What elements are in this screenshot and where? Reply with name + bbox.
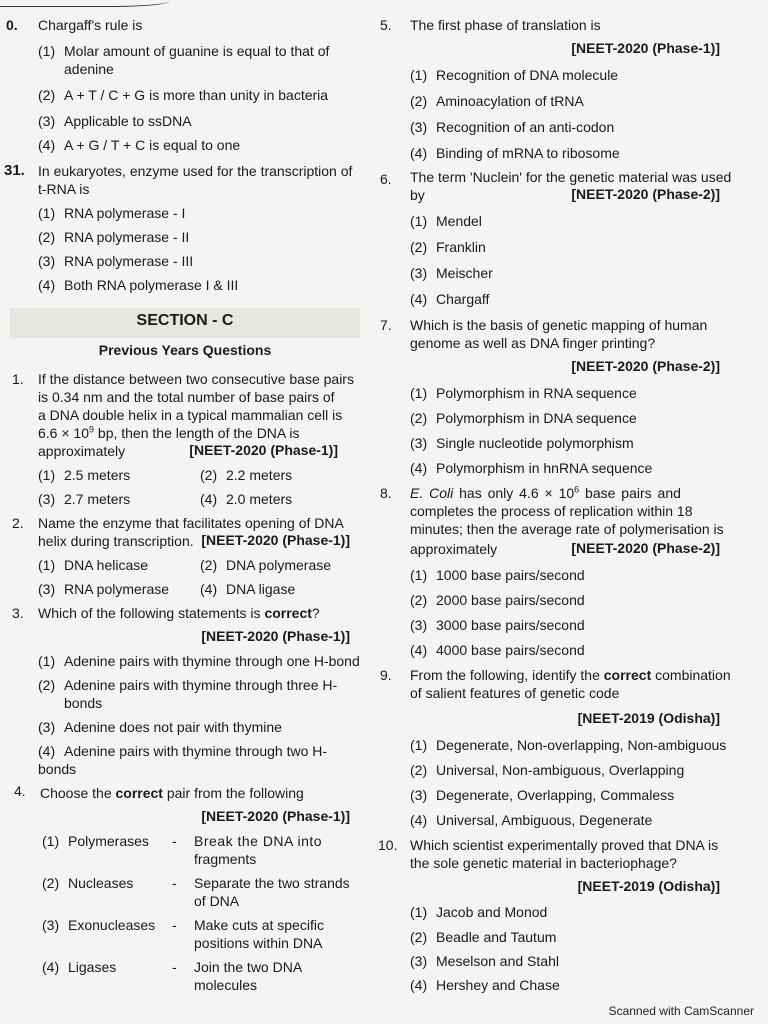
- option-number: (3): [42, 917, 60, 933]
- question-text: E. Coli has only $4.6 \times 10^6$ base pairs and: [410, 484, 681, 501]
- pair-term: Ligases: [68, 959, 117, 975]
- option-number: (4): [410, 977, 428, 993]
- pair-term: Polymerases: [68, 833, 149, 849]
- question-number: 10.: [378, 837, 398, 853]
- question-text: by: [410, 187, 425, 203]
- option-text: Universal, Non-ambiguous, Overlapping: [436, 762, 685, 778]
- question-text: a DNA double helix in a typical mammalian cell is: [38, 407, 343, 423]
- option-number: (4): [38, 137, 56, 153]
- option-number: (3): [410, 265, 428, 281]
- option-text: RNA polymerase: [64, 581, 170, 597]
- question-text: From the following, identify the correct combination: [410, 667, 731, 683]
- question-text: helix during transcription.: [38, 533, 194, 549]
- option-number: (2): [200, 557, 218, 573]
- option-number: (3): [410, 119, 428, 135]
- question-number: 6.: [380, 171, 392, 187]
- pair-description: Break the DNA into: [194, 833, 323, 849]
- option-text: Applicable to ssDNA: [64, 113, 192, 129]
- exam-tag: [NEET-2020 (Phase-1)]: [201, 628, 350, 644]
- exam-tag: [NEET-2020 (Phase-2)]: [571, 358, 720, 374]
- exam-tag: [NEET-2020 (Phase-1)]: [189, 442, 338, 458]
- option-text: 2.0 meters: [226, 491, 293, 507]
- option-number: (3): [38, 581, 56, 597]
- option-number: (4): [42, 959, 60, 975]
- option-number: (3): [410, 787, 428, 803]
- question-text: Which is the basis of genetic mapping of human: [410, 317, 708, 333]
- option-text: 4000 base pairs/second: [436, 642, 585, 658]
- question-number: 9.: [380, 667, 392, 683]
- option-text: RNA polymerase - I: [64, 205, 186, 221]
- option-text: Polymorphism in DNA sequence: [436, 410, 637, 426]
- pair-description: Separate the two strands: [194, 875, 350, 891]
- option-number: (2): [410, 929, 428, 945]
- exam-tag: [NEET-2020 (Phase-1)]: [201, 532, 350, 548]
- option-text: Recognition of an anti-codon: [436, 119, 615, 135]
- option-text: Hershey and Chase: [436, 977, 560, 993]
- option-number: (1): [410, 567, 428, 583]
- option-text: RNA polymerase - III: [64, 253, 194, 269]
- question-text: Which of the following statements is correct?: [38, 605, 320, 621]
- option-text: Jacob and Monod: [436, 904, 548, 920]
- question-number: 4.: [14, 783, 26, 799]
- option-number: (4): [200, 491, 218, 507]
- question-number: 7.: [380, 317, 392, 333]
- pair-dash: -: [172, 833, 177, 849]
- option-text: Aminoacylation of tRNA: [436, 93, 584, 109]
- option-text: Recognition of DNA molecule: [436, 67, 619, 83]
- option-text: Meselson and Stahl: [436, 953, 559, 969]
- option-number: (4): [410, 812, 428, 828]
- question-text: the sole genetic material in bacteriophage?: [410, 855, 677, 871]
- option-text: Degenerate, Overlapping, Commaless: [436, 787, 675, 803]
- option-number: (4): [410, 291, 428, 307]
- section-title: SECTION - C: [136, 312, 234, 329]
- question-number: 5.: [380, 17, 392, 33]
- section-subtitle: Previous Years Questions: [98, 342, 272, 358]
- option-text: Franklin: [436, 239, 486, 255]
- question-text: If the distance between two consecutive base pairs: [38, 371, 354, 387]
- option-text: Adenine does not pair with thymine: [64, 719, 282, 735]
- option-number: (3): [38, 253, 56, 269]
- question-number: 1.: [12, 371, 24, 387]
- option-number: (4): [410, 460, 428, 476]
- option-text: DNA polymerase: [226, 557, 332, 573]
- option-number: (1): [410, 213, 428, 229]
- option-text: 2000 base pairs/second: [436, 592, 585, 608]
- exam-tag: [NEET-2019 (Odisha)]: [577, 710, 720, 726]
- question-text: approximately: [410, 541, 498, 557]
- option-text: bonds: [64, 695, 103, 711]
- option-number: (3): [38, 491, 56, 507]
- question-text: is 0.34 nm and the total number of base pairs of: [38, 389, 335, 405]
- question-text: genome as well as DNA finger printing?: [410, 335, 656, 351]
- pair-description: of DNA: [194, 893, 240, 909]
- option-number: (4): [38, 743, 56, 759]
- option-text: 3000 base pairs/second: [436, 617, 585, 633]
- exam-tag: [NEET-2020 (Phase-2)]: [571, 186, 720, 202]
- option-text: adenine: [64, 61, 114, 77]
- option-number: (1): [38, 557, 56, 573]
- option-number: (3): [38, 719, 56, 735]
- option-number: (2): [410, 410, 428, 426]
- option-text: Polymorphism in RNA sequence: [436, 385, 637, 401]
- option-number: (3): [410, 953, 428, 969]
- option-number: (1): [42, 833, 60, 849]
- option-text: A + T / C + G is more than unity in bacteria: [64, 87, 329, 103]
- option-text: bonds: [38, 761, 77, 777]
- question-number: 8.: [380, 485, 392, 501]
- option-text: Degenerate, Non-overlapping, Non-ambiguous: [436, 737, 727, 753]
- option-number: (3): [410, 435, 428, 451]
- option-text: Adenine pairs with thymine through three H-: [64, 677, 338, 693]
- option-number: (2): [38, 87, 56, 103]
- exam-tag: [NEET-2020 (Phase-1)]: [571, 40, 720, 56]
- option-text: Single nucleotide polymorphism: [436, 435, 634, 451]
- question-text: Which scientist experimentally proved that DNA is: [410, 837, 719, 853]
- pair-dash: -: [172, 959, 177, 975]
- option-number: (2): [200, 467, 218, 483]
- option-text: Chargaff: [436, 291, 490, 307]
- option-number: (4): [410, 642, 428, 658]
- option-number: (1): [410, 904, 428, 920]
- question-text: completes the process of replication within 18: [410, 503, 693, 519]
- option-text: Polymorphism in hnRNA sequence: [436, 460, 653, 476]
- option-number: (3): [38, 113, 56, 129]
- option-number: (2): [42, 875, 60, 891]
- question-number: 0.: [6, 17, 18, 33]
- question-text: approximately: [38, 443, 126, 459]
- option-number: (1): [38, 43, 56, 59]
- option-number: (1): [410, 67, 428, 83]
- option-number: (4): [38, 277, 56, 293]
- question-text: t-RNA is: [38, 181, 90, 197]
- option-number: (2): [410, 239, 428, 255]
- option-text: RNA polymerase - II: [64, 229, 190, 245]
- question-number: 2.: [12, 515, 24, 531]
- option-number: (1): [38, 653, 56, 669]
- exam-tag: [NEET-2020 (Phase-2)]: [571, 540, 720, 556]
- pair-term: Exonucleases: [68, 917, 156, 933]
- option-text: Beadle and Tautum: [436, 929, 557, 945]
- option-text: 1000 base pairs/second: [436, 567, 585, 583]
- question-text: The first phase of translation is: [410, 17, 601, 33]
- option-number: (2): [410, 592, 428, 608]
- pair-description: fragments: [194, 851, 257, 867]
- question-text: Chargaff's rule is: [38, 17, 143, 33]
- option-number: (1): [410, 737, 428, 753]
- option-number: (2): [38, 229, 56, 245]
- exam-tag: [NEET-2019 (Odisha)]: [577, 878, 720, 894]
- option-number: (4): [200, 581, 218, 597]
- pair-dash: -: [172, 917, 177, 933]
- option-text: Both RNA polymerase I & III: [64, 277, 239, 293]
- option-number: (4): [410, 145, 428, 161]
- question-text: minutes; then the average rate of polymerisation is: [410, 521, 724, 537]
- pair-description: molecules: [194, 977, 258, 993]
- option-text: A + G / T + C is equal to one: [64, 137, 241, 153]
- option-number: (1): [38, 467, 56, 483]
- option-number: (2): [410, 93, 428, 109]
- question-text: Name the enzyme that facilitates opening of DNA: [38, 515, 344, 531]
- option-text: 2.2 meters: [226, 467, 293, 483]
- question-text: In eukaryotes, enzyme used for the transcription of: [38, 163, 353, 179]
- option-number: (2): [410, 762, 428, 778]
- question-text: of salient features of genetic code: [410, 685, 620, 701]
- option-text: 2.7 meters: [64, 491, 131, 507]
- option-number: (3): [410, 617, 428, 633]
- option-text: DNA ligase: [226, 581, 296, 597]
- pair-dash: -: [172, 875, 177, 891]
- pair-term: Nucleases: [68, 875, 134, 891]
- question-text: $6.6 \times 10^9$ bp, then the length of the DNA is: [38, 424, 300, 441]
- option-text: Mendel: [436, 213, 482, 229]
- option-number: (2): [38, 677, 56, 693]
- pair-description: positions within DNA: [194, 935, 323, 951]
- option-text: 2.5 meters: [64, 467, 131, 483]
- scanner-watermark: Scanned with CamScanner: [608, 1004, 754, 1018]
- exam-tag: [NEET-2020 (Phase-1)]: [201, 808, 350, 824]
- option-text: Molar amount of guanine is equal to that of: [64, 43, 330, 59]
- top-decorative-rule: [0, 0, 170, 7]
- option-text: DNA helicase: [64, 557, 149, 573]
- question-number: 3.: [12, 605, 24, 621]
- option-text: Adenine pairs with thymine through two H-: [64, 743, 328, 759]
- option-number: (1): [38, 205, 56, 221]
- pair-description: Join the two DNA: [194, 959, 303, 975]
- option-number: (1): [410, 385, 428, 401]
- option-text: Adenine pairs with thymine through one H-bond: [64, 653, 360, 669]
- question-text: Choose the correct pair from the following: [40, 785, 304, 801]
- option-text: Binding of mRNA to ribosome: [436, 145, 620, 161]
- option-text: Universal, Ambiguous, Degenerate: [436, 812, 653, 828]
- option-text: Meischer: [436, 265, 493, 281]
- pair-description: Make cuts at specific: [194, 917, 324, 933]
- question-text: The term 'Nuclein' for the genetic material was used: [410, 169, 732, 185]
- question-number: 31.: [4, 162, 25, 179]
